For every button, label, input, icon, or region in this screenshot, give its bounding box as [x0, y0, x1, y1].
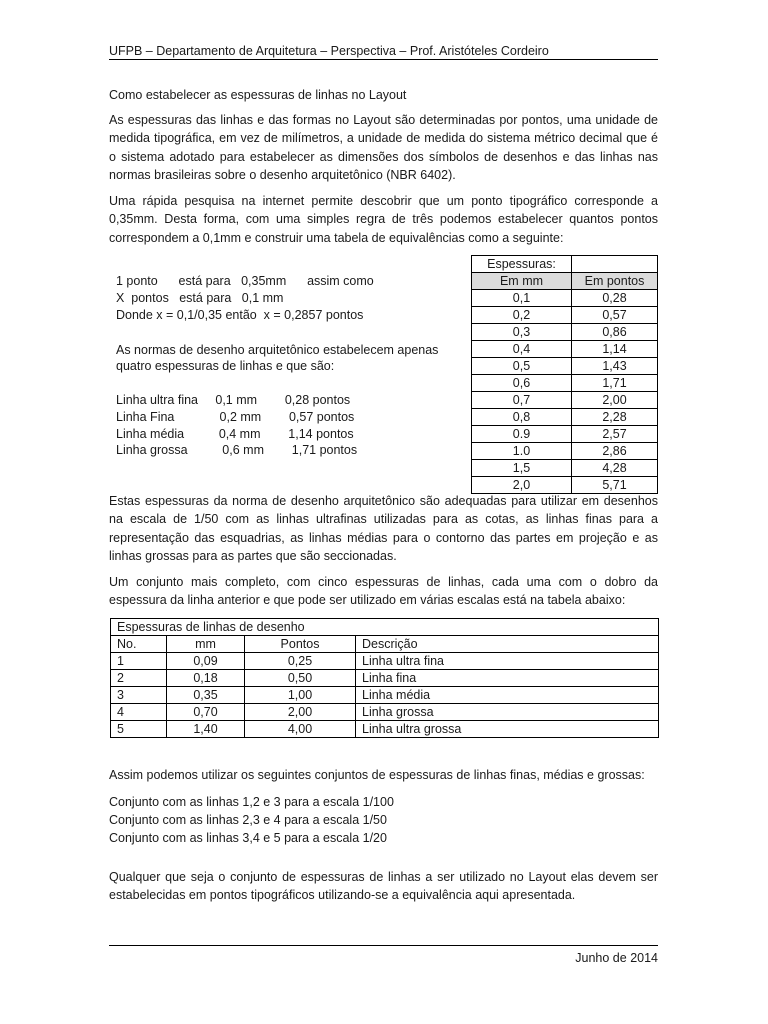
table-row	[472, 290, 658, 307]
norm-line-ultra-fina: Linha ultra fina 0,1 mm 0,28 pontos	[116, 393, 351, 407]
line-thickness-table	[110, 618, 659, 738]
cell-pontos: 1,00	[245, 687, 356, 704]
cell-mm: 1,5	[472, 460, 572, 477]
cell-pontos: 0,28	[572, 290, 658, 307]
cell-mm: 0,70	[167, 704, 245, 721]
cell-pontos: 1,14	[572, 341, 658, 358]
table-row	[472, 341, 658, 358]
cell-mm: 2,0	[472, 477, 572, 494]
table-row	[472, 324, 658, 341]
page-header: UFPB – Departamento de Arquitetura – Perspectiva – Prof. Aristóteles Cordeiro	[109, 44, 549, 58]
line-table-title-row	[111, 619, 659, 636]
cell-descricao: Linha ultra fina	[356, 653, 659, 670]
cell-pontos: 0,25	[245, 653, 356, 670]
norms-intro-1: As normas de desenho arquitetônico estabelecem apenas	[116, 343, 439, 357]
cell-pontos: 2,57	[572, 426, 658, 443]
table-row	[472, 426, 658, 443]
col-header-pontos: Em pontos	[572, 273, 658, 290]
table-row	[111, 653, 659, 670]
cell-mm: 0,09	[167, 653, 245, 670]
col-header-no: No.	[111, 636, 167, 653]
scale-set-3: Conjunto com as linhas 3,4 e 5 para a escala 1/20	[109, 831, 387, 845]
cell-no: 4	[111, 704, 167, 721]
equivalence-title-row	[472, 256, 658, 273]
paragraph-5: Assim podemos utilizar os seguintes conjuntos de espessuras de linhas finas, médias e grossas:	[109, 768, 645, 782]
cell-mm: 1.0	[472, 443, 572, 460]
cell-no: 1	[111, 653, 167, 670]
cell-descricao: Linha grossa	[356, 704, 659, 721]
cell-descricao: Linha fina	[356, 670, 659, 687]
cell-pontos: 1,43	[572, 358, 658, 375]
equivalence-table	[471, 255, 658, 494]
rule-line-1: 1 ponto está para 0,35mm assim como	[116, 274, 374, 288]
table-row	[472, 460, 658, 477]
cell-mm: 0,6	[472, 375, 572, 392]
cell-pontos: 4,28	[572, 460, 658, 477]
equivalence-header-row	[472, 273, 658, 290]
cell-mm: 0,8	[472, 409, 572, 426]
paragraph-3: Estas espessuras da norma de desenho arquitetônico são adequadas para utilizar em desenhos na escala de 1/50 com as linhas ultrafinas utilizadas para as cotas, as linhas finas para a representação das esquadrias, as linhas médias para o contorno das partes em projeção e as linhas grossas para as partes que são seccionadas.	[109, 494, 658, 563]
rule-line-3: Donde x = 0,1/0,35 então x = 0,2857 pontos	[116, 308, 364, 322]
cell-mm: 0,4	[472, 341, 572, 358]
cell-pontos: 2,86	[572, 443, 658, 460]
cell-mm: 0,18	[167, 670, 245, 687]
equivalence-title-empty	[572, 256, 658, 273]
cell-pontos: 0,50	[245, 670, 356, 687]
table-row	[111, 704, 659, 721]
page-footer: Junho de 2014	[575, 951, 658, 965]
cell-mm: 0,1	[472, 290, 572, 307]
cell-descricao: Linha ultra grossa	[356, 721, 659, 738]
paragraph-6: Qualquer que seja o conjunto de espessuras de linhas a ser utilizado no Layout elas devem ser estabelecidas em pontos tipográficos utilizando-se a equivalência aqui apresentada.	[109, 870, 658, 903]
cell-pontos: 4,00	[245, 721, 356, 738]
cell-mm: 0,7	[472, 392, 572, 409]
cell-pontos: 2,28	[572, 409, 658, 426]
section-title: Como estabelecer as espessuras de linhas no Layout	[109, 88, 407, 102]
cell-mm: 0,2	[472, 307, 572, 324]
table-row	[472, 375, 658, 392]
cell-pontos: 1,71	[572, 375, 658, 392]
cell-descricao: Linha média	[356, 687, 659, 704]
paragraph-4: Um conjunto mais completo, com cinco espessuras de linhas, cada uma com o dobro da espessura da linha anterior e que pode ser utilizado em várias escalas está na tabela abaixo:	[109, 575, 658, 608]
scale-set-1: Conjunto com as linhas 1,2 e 3 para a escala 1/100	[109, 795, 394, 809]
norms-intro-2: quatro espessuras de linhas e que são:	[116, 359, 335, 373]
equivalence-title: Espessuras:	[472, 256, 572, 273]
line-table-header-row	[111, 636, 659, 653]
col-header-descricao: Descrição	[356, 636, 659, 653]
cell-mm: 0,35	[167, 687, 245, 704]
cell-pontos: 5,71	[572, 477, 658, 494]
table-row	[111, 687, 659, 704]
header-rule	[109, 59, 658, 60]
cell-mm: 1,40	[167, 721, 245, 738]
cell-pontos: 2,00	[572, 392, 658, 409]
cell-no: 2	[111, 670, 167, 687]
table-row	[111, 721, 659, 738]
cell-mm: 0,3	[472, 324, 572, 341]
cell-mm: 0,5	[472, 358, 572, 375]
cell-mm: 0.9	[472, 426, 572, 443]
col-header-pontos: Pontos	[245, 636, 356, 653]
cell-pontos: 0,57	[572, 307, 658, 324]
table-row	[472, 307, 658, 324]
footer-rule	[109, 945, 658, 946]
line-table-title: Espessuras de linhas de desenho	[111, 619, 659, 636]
table-row	[472, 443, 658, 460]
cell-no: 3	[111, 687, 167, 704]
paragraph-2: Uma rápida pesquisa na internet permite descobrir que um ponto tipográfico corresponde a 0,35mm. Desta forma, com uma simples regra de três podemos estabelecer quantos pontos correspondem a 0,1mm e construir uma tabela de equivalências como a seguinte:	[109, 194, 658, 245]
cell-no: 5	[111, 721, 167, 738]
col-header-mm: mm	[167, 636, 245, 653]
norm-line-fina: Linha Fina 0,2 mm 0,57 pontos	[116, 410, 355, 424]
table-row	[111, 670, 659, 687]
table-row	[472, 477, 658, 494]
norm-line-grossa: Linha grossa 0,6 mm 1,71 pontos	[116, 443, 358, 457]
scale-set-2: Conjunto com as linhas 2,3 e 4 para a escala 1/50	[109, 813, 387, 827]
table-row	[472, 392, 658, 409]
table-row	[472, 358, 658, 375]
norm-line-media: Linha média 0,4 mm 1,14 pontos	[116, 427, 354, 441]
table-row	[472, 409, 658, 426]
paragraph-1: As espessuras das linhas e das formas no Layout são determinadas por pontos, uma unidade de medida tipográfica, em vez de milímetros, a unidade de medida do sistema métrico decimal que é o sistema adotado para estabelecer as dimensões dos símbolos de desenhos e das linhas nas normas brasileiras sobre o desenho arquitetônico (NBR 6402).	[109, 113, 658, 182]
cell-pontos: 2,00	[245, 704, 356, 721]
rule-line-2: X pontos está para 0,1 mm	[116, 291, 284, 305]
col-header-mm: Em mm	[472, 273, 572, 290]
cell-pontos: 0,86	[572, 324, 658, 341]
